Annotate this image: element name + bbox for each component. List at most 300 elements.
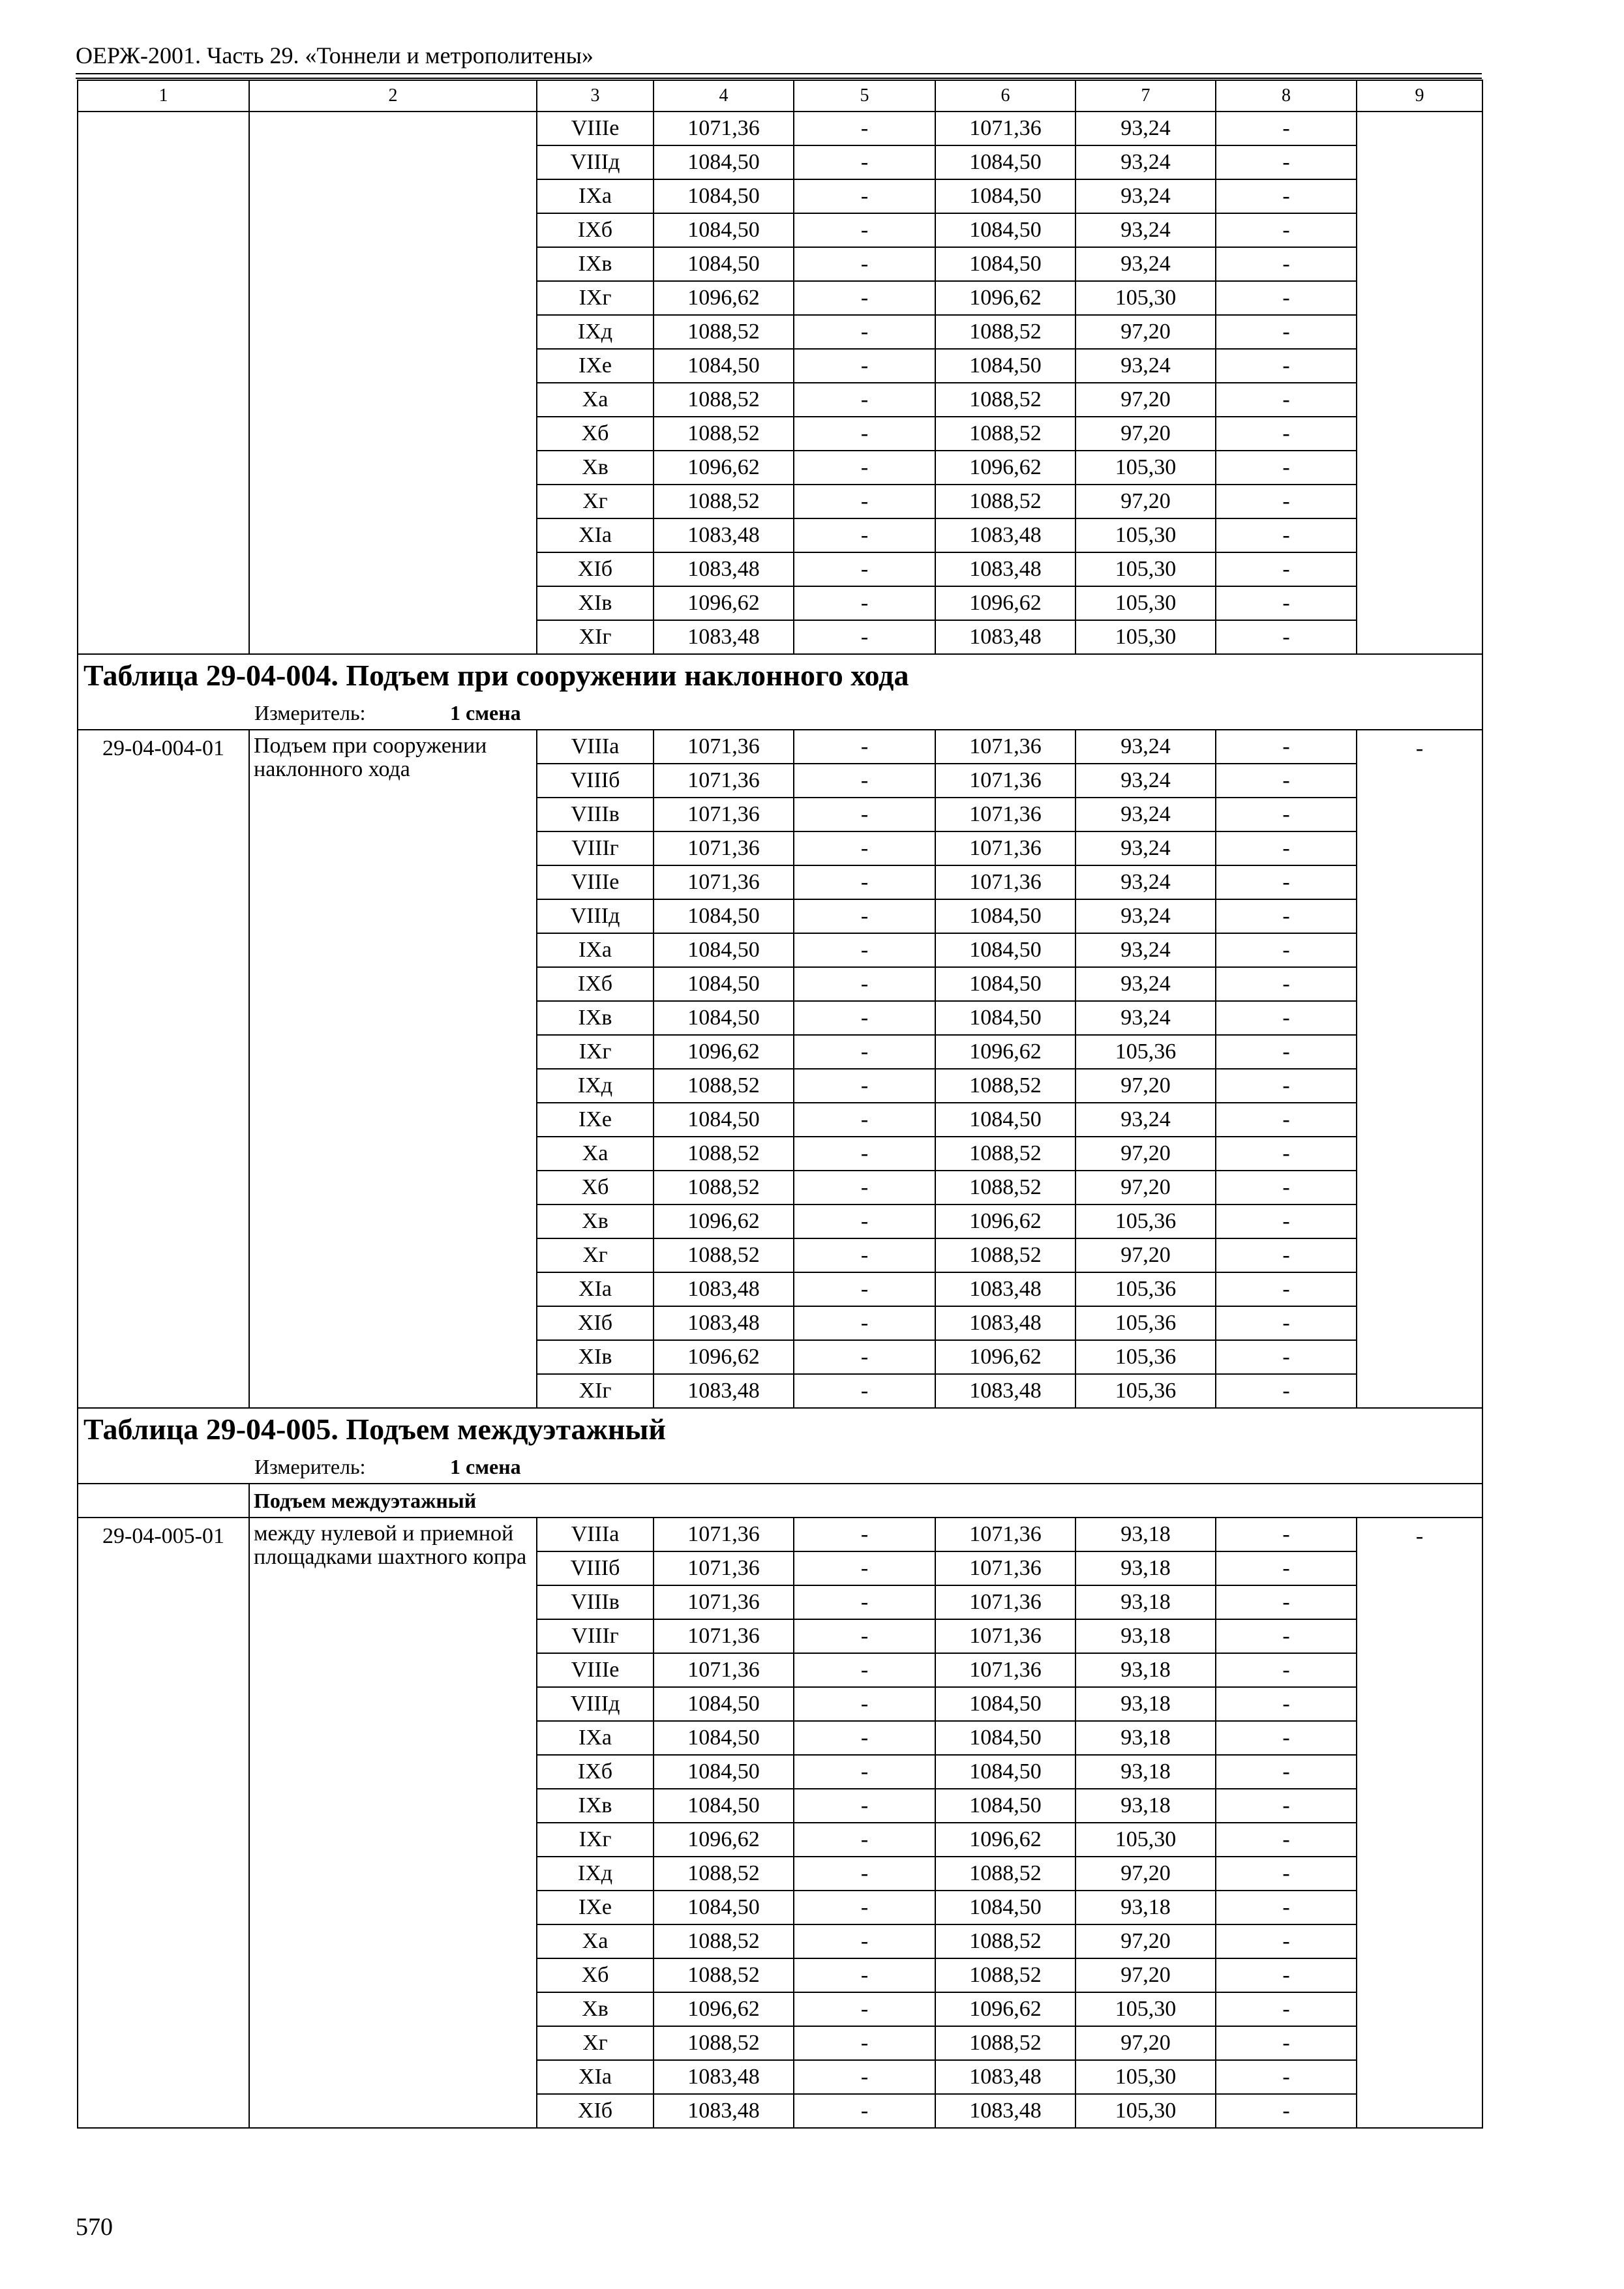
table-cell: Xб xyxy=(537,417,654,451)
table-cell: 1083,48 xyxy=(654,518,794,552)
table-cell: 105,36 xyxy=(1075,1340,1216,1374)
table-cell: 1071,36 xyxy=(935,831,1075,865)
table-cell: 1084,50 xyxy=(935,145,1075,179)
table-cell: VIIIе xyxy=(537,112,654,145)
table-cell: 105,30 xyxy=(1075,620,1216,654)
table-cell: - xyxy=(794,1924,935,1958)
table-cell: 1071,36 xyxy=(935,798,1075,831)
column-number: 5 xyxy=(794,80,935,112)
table-cell: 1071,36 xyxy=(935,730,1075,764)
table-cell: - xyxy=(794,485,935,518)
table-cell: IXа xyxy=(537,933,654,967)
table-cell: 1084,50 xyxy=(654,1755,794,1789)
table-cell: IXе xyxy=(537,1103,654,1137)
table-cell: 93,24 xyxy=(1075,798,1216,831)
table-cell: IXб xyxy=(537,213,654,247)
table-cell: 93,24 xyxy=(1075,764,1216,798)
page-header: ОЕРЖ-2001. Часть 29. «Тоннели и метрополитены» xyxy=(76,42,594,68)
table-cell: 93,24 xyxy=(1075,899,1216,933)
work-name: Подъем при сооружении наклонного хода xyxy=(249,730,537,1408)
table-cell: 1084,50 xyxy=(654,967,794,1001)
table-cell: 93,18 xyxy=(1075,1653,1216,1687)
table-cell: - xyxy=(794,417,935,451)
table-cell: - xyxy=(794,315,935,349)
column-number: 4 xyxy=(654,80,794,112)
column-number: 6 xyxy=(935,80,1075,112)
table-cell: 1071,36 xyxy=(654,1619,794,1653)
table-cell: - xyxy=(1216,865,1357,899)
table-cell: 105,30 xyxy=(1075,518,1216,552)
measure-value: 1 смена xyxy=(450,700,521,725)
table-cell: 1096,62 xyxy=(654,1992,794,2026)
column-9-value: - xyxy=(1357,730,1482,1408)
table-cell: 105,36 xyxy=(1075,1035,1216,1069)
table-cell: 1096,62 xyxy=(935,451,1075,485)
table-cell: 1084,50 xyxy=(935,213,1075,247)
table-cell: 105,30 xyxy=(1075,2094,1216,2128)
table-cell: 1083,48 xyxy=(935,1272,1075,1306)
table-cell: 93,24 xyxy=(1075,213,1216,247)
table-cell: 1088,52 xyxy=(654,1857,794,1891)
table-cell: - xyxy=(794,1171,935,1204)
table-cell: - xyxy=(794,179,935,213)
table-cell: 1088,52 xyxy=(935,315,1075,349)
table-title-row xyxy=(78,654,1482,696)
table-cell: 1088,52 xyxy=(935,383,1075,417)
table-cell: - xyxy=(1216,1958,1357,1992)
table-cell: 1088,52 xyxy=(654,1924,794,1958)
table-cell: VIIIг xyxy=(537,1619,654,1653)
table-cell: - xyxy=(794,1137,935,1171)
table-cell: 93,24 xyxy=(1075,730,1216,764)
table-cell: 1088,52 xyxy=(654,1137,794,1171)
table-cell: Xб xyxy=(537,1958,654,1992)
table-cell: 1088,52 xyxy=(935,2026,1075,2060)
table-cell: 1088,52 xyxy=(935,1069,1075,1103)
measure-cell xyxy=(78,1450,1482,1484)
table-cell: - xyxy=(1216,1823,1357,1857)
table-cell: Xг xyxy=(537,1238,654,1272)
table-cell: VIIIб xyxy=(537,764,654,798)
measure-cell xyxy=(78,696,1482,730)
column-9-value: - xyxy=(1357,1518,1482,2128)
table-cell: 93,24 xyxy=(1075,831,1216,865)
table-cell: - xyxy=(794,1585,935,1619)
table-row xyxy=(78,730,1482,764)
table-cell: - xyxy=(1216,1924,1357,1958)
table-cell: - xyxy=(1216,1103,1357,1137)
column-number: 2 xyxy=(249,80,537,112)
table-cell: - xyxy=(1216,2094,1357,2128)
table-cell: - xyxy=(794,1035,935,1069)
table-cell: 93,24 xyxy=(1075,1103,1216,1137)
table-cell: - xyxy=(794,383,935,417)
table-cell: 1088,52 xyxy=(935,1958,1075,1992)
table-cell: 1071,36 xyxy=(654,1585,794,1619)
table-cell: 1084,50 xyxy=(935,899,1075,933)
table-cell: 93,24 xyxy=(1075,865,1216,899)
table-cell: 1096,62 xyxy=(654,586,794,620)
table-cell: 1088,52 xyxy=(935,417,1075,451)
table-cell: - xyxy=(794,2026,935,2060)
rate-code: 29-04-005-01 xyxy=(78,1518,249,2128)
table-cell: IXд xyxy=(537,315,654,349)
table-cell: - xyxy=(794,2094,935,2128)
table-cell: XIг xyxy=(537,1374,654,1408)
table-cell: 1083,48 xyxy=(935,552,1075,586)
table-title: Таблица 29-04-005. Подъем междуэтажный xyxy=(78,1408,1482,1450)
table-cell: 1071,36 xyxy=(654,865,794,899)
table-cell: 1084,50 xyxy=(654,933,794,967)
table-cell: - xyxy=(794,730,935,764)
work-name: между нулевой и приемной площадками шахтного копра xyxy=(249,1518,537,2128)
table-cell: 97,20 xyxy=(1075,1924,1216,1958)
table-cell: - xyxy=(1216,1374,1357,1408)
table-cell: 105,36 xyxy=(1075,1306,1216,1340)
table-cell: 93,18 xyxy=(1075,1721,1216,1755)
table-cell: VIIIд xyxy=(537,899,654,933)
rate-code: 29-04-004-01 xyxy=(78,730,249,1408)
table-cell: - xyxy=(1216,1789,1357,1823)
table-cell: - xyxy=(794,831,935,865)
table-cell: 1088,52 xyxy=(654,315,794,349)
column-number: 9 xyxy=(1357,80,1482,112)
table-cell: IXг xyxy=(537,281,654,315)
table-cell: 1084,50 xyxy=(935,1103,1075,1137)
table-cell: Xа xyxy=(537,1924,654,1958)
table-cell: - xyxy=(1216,145,1357,179)
table-cell: 93,18 xyxy=(1075,1789,1216,1823)
table-cell: - xyxy=(1216,349,1357,383)
column-number: 3 xyxy=(537,80,654,112)
table-cell: 1071,36 xyxy=(654,831,794,865)
table-cell: 1084,50 xyxy=(935,179,1075,213)
table-cell: - xyxy=(1216,1721,1357,1755)
table-cell: - xyxy=(794,1001,935,1035)
table-cell: - xyxy=(1216,1857,1357,1891)
column-number-row xyxy=(78,80,1482,112)
table-cell: - xyxy=(1216,1992,1357,2026)
table-cell: - xyxy=(794,247,935,281)
table-cell: - xyxy=(794,620,935,654)
column-number: 1 xyxy=(78,80,249,112)
header-rule-double xyxy=(76,78,1482,79)
table-cell: 1083,48 xyxy=(935,2060,1075,2094)
table-cell: Xв xyxy=(537,1992,654,2026)
table-cell: IXг xyxy=(537,1035,654,1069)
table-cell: - xyxy=(794,586,935,620)
table-cell: 105,36 xyxy=(1075,1272,1216,1306)
table-cell: IXв xyxy=(537,247,654,281)
table-cell: 1088,52 xyxy=(654,1238,794,1272)
measure-value: 1 смена xyxy=(450,1454,521,1478)
table-cell: - xyxy=(794,349,935,383)
table-cell: 93,24 xyxy=(1075,179,1216,213)
table-cell: 1084,50 xyxy=(654,1687,794,1721)
table-cell: 97,20 xyxy=(1075,1857,1216,1891)
table-cell: - xyxy=(794,145,935,179)
table-row xyxy=(78,112,1482,145)
table-cell: XIб xyxy=(537,552,654,586)
table-cell: - xyxy=(1216,1171,1357,1204)
table-cell: 1084,50 xyxy=(654,899,794,933)
table-cell: VIIIб xyxy=(537,1551,654,1585)
table-cell: Xа xyxy=(537,383,654,417)
table-cell: 105,30 xyxy=(1075,451,1216,485)
table-cell: 1071,36 xyxy=(935,764,1075,798)
table-cell: VIIIд xyxy=(537,145,654,179)
table-cell: - xyxy=(1216,1585,1357,1619)
table-cell: - xyxy=(794,1069,935,1103)
column-number: 8 xyxy=(1216,80,1357,112)
table-cell: - xyxy=(794,213,935,247)
table-title-row xyxy=(78,1408,1482,1450)
table-cell: 1096,62 xyxy=(935,1992,1075,2026)
table-cell: - xyxy=(794,798,935,831)
table-cell: 97,20 xyxy=(1075,417,1216,451)
table-cell: XIв xyxy=(537,586,654,620)
table-cell: VIIIг xyxy=(537,831,654,865)
table-cell: XIа xyxy=(537,518,654,552)
table-cell: - xyxy=(794,552,935,586)
table-cell: - xyxy=(794,865,935,899)
table-cell: Xв xyxy=(537,1204,654,1238)
table-cell: 1084,50 xyxy=(654,1001,794,1035)
table-cell: 1084,50 xyxy=(935,1687,1075,1721)
rates-table xyxy=(77,80,1483,2129)
table-cell: - xyxy=(1216,1001,1357,1035)
table-cell: 1084,50 xyxy=(935,1789,1075,1823)
table-cell: 93,18 xyxy=(1075,1619,1216,1653)
table-cell: 1088,52 xyxy=(654,1958,794,1992)
subheading-row xyxy=(78,1484,1482,1518)
table-cell: 1071,36 xyxy=(935,1619,1075,1653)
table-cell: 93,24 xyxy=(1075,112,1216,145)
table-cell: 1084,50 xyxy=(935,1001,1075,1035)
table-cell: 105,36 xyxy=(1075,1204,1216,1238)
table-cell: - xyxy=(794,1551,935,1585)
table-cell: 1096,62 xyxy=(935,1823,1075,1857)
table-cell: - xyxy=(1216,798,1357,831)
table-cell: - xyxy=(1216,179,1357,213)
table-cell: 1071,36 xyxy=(654,798,794,831)
table-cell: - xyxy=(1216,1272,1357,1306)
table-cell: 1083,48 xyxy=(654,552,794,586)
table-cell: 105,30 xyxy=(1075,586,1216,620)
table-cell: - xyxy=(1216,1891,1357,1924)
table-cell: - xyxy=(794,281,935,315)
table-cell: 1071,36 xyxy=(654,1551,794,1585)
table-cell: IXб xyxy=(537,1755,654,1789)
table-cell: 1083,48 xyxy=(935,1374,1075,1408)
table-cell: 1083,48 xyxy=(654,1374,794,1408)
measure-label: Измеритель: xyxy=(254,1454,366,1478)
table-cell: 1071,36 xyxy=(654,1653,794,1687)
table-cell: - xyxy=(794,967,935,1001)
table-cell: IXе xyxy=(537,349,654,383)
table-cell: - xyxy=(794,1721,935,1755)
rate-code xyxy=(78,112,249,654)
table-cell: 1088,52 xyxy=(654,417,794,451)
table-cell: 1084,50 xyxy=(935,247,1075,281)
table-cell: 93,24 xyxy=(1075,967,1216,1001)
table-row xyxy=(78,1518,1482,1551)
table-cell: - xyxy=(1216,1551,1357,1585)
table-cell: 1083,48 xyxy=(935,2094,1075,2128)
table-cell: 1084,50 xyxy=(935,1891,1075,1924)
table-cell: 1096,62 xyxy=(935,1340,1075,1374)
table-cell: 1083,48 xyxy=(654,1306,794,1340)
table-cell: - xyxy=(1216,586,1357,620)
table-cell: - xyxy=(1216,1619,1357,1653)
table-cell: - xyxy=(1216,1204,1357,1238)
table-cell: 93,18 xyxy=(1075,1518,1216,1551)
table-cell: 97,20 xyxy=(1075,485,1216,518)
table-cell: 105,30 xyxy=(1075,2060,1216,2094)
table-cell: - xyxy=(794,1755,935,1789)
table-cell: 97,20 xyxy=(1075,2026,1216,2060)
table-cell: 1088,52 xyxy=(935,1137,1075,1171)
table-cell: - xyxy=(794,1619,935,1653)
table-cell: 1071,36 xyxy=(935,1551,1075,1585)
measure-row xyxy=(78,696,1482,730)
table-cell: - xyxy=(1216,1653,1357,1687)
table-cell: VIIIа xyxy=(537,730,654,764)
table-cell: 1084,50 xyxy=(654,1891,794,1924)
table-cell: 1071,36 xyxy=(654,764,794,798)
subheading: Подъем междуэтажный xyxy=(249,1484,1482,1518)
table-cell: 1084,50 xyxy=(654,1789,794,1823)
work-name xyxy=(249,112,537,654)
table-cell: 1083,48 xyxy=(654,1272,794,1306)
table-cell: - xyxy=(794,1374,935,1408)
table-cell: 105,36 xyxy=(1075,1374,1216,1408)
table-cell: 1084,50 xyxy=(654,247,794,281)
table-cell: 1083,48 xyxy=(935,620,1075,654)
table-cell: 1096,62 xyxy=(654,1035,794,1069)
table-cell: XIв xyxy=(537,1340,654,1374)
table-cell: XIб xyxy=(537,2094,654,2128)
table-cell: - xyxy=(1216,1340,1357,1374)
table-cell: Xа xyxy=(537,1137,654,1171)
table-cell: 1083,48 xyxy=(654,2094,794,2128)
table-cell: 1084,50 xyxy=(654,213,794,247)
table-cell: IXв xyxy=(537,1789,654,1823)
table-cell: 93,18 xyxy=(1075,1551,1216,1585)
table-cell: 97,20 xyxy=(1075,1171,1216,1204)
table-cell: - xyxy=(1216,315,1357,349)
table-cell: 1096,62 xyxy=(935,281,1075,315)
table-cell: - xyxy=(1216,451,1357,485)
table-cell: 93,24 xyxy=(1075,1001,1216,1035)
table-cell: - xyxy=(1216,417,1357,451)
table-cell: 1096,62 xyxy=(654,451,794,485)
table-cell: - xyxy=(794,1340,935,1374)
table-cell: 1088,52 xyxy=(654,1171,794,1204)
table-cell: 1071,36 xyxy=(654,1518,794,1551)
table-cell: Xб xyxy=(537,1171,654,1204)
table-cell: - xyxy=(1216,1687,1357,1721)
table-cell: - xyxy=(794,1857,935,1891)
table-cell: 93,18 xyxy=(1075,1755,1216,1789)
table-cell: - xyxy=(1216,933,1357,967)
table-cell: 1096,62 xyxy=(935,1035,1075,1069)
table-cell: - xyxy=(1216,1035,1357,1069)
table-cell: - xyxy=(1216,899,1357,933)
table-cell: 105,30 xyxy=(1075,1992,1216,2026)
table-cell: - xyxy=(1216,383,1357,417)
table-cell: - xyxy=(794,764,935,798)
table-cell: - xyxy=(1216,1755,1357,1789)
table-cell: IXе xyxy=(537,1891,654,1924)
table-cell: Xв xyxy=(537,451,654,485)
table-cell: 1088,52 xyxy=(935,485,1075,518)
table-cell: - xyxy=(794,1789,935,1823)
table-cell: 97,20 xyxy=(1075,383,1216,417)
subheading-spacer xyxy=(78,1484,249,1518)
table-cell: VIIIа xyxy=(537,1518,654,1551)
table-cell: - xyxy=(1216,2026,1357,2060)
table-cell: 97,20 xyxy=(1075,315,1216,349)
table-cell: 97,20 xyxy=(1075,1069,1216,1103)
column-number: 7 xyxy=(1075,80,1216,112)
table-cell: 1088,52 xyxy=(935,1924,1075,1958)
table-cell: 97,20 xyxy=(1075,1958,1216,1992)
measure-label: Измеритель: xyxy=(254,700,366,725)
table-cell: 1096,62 xyxy=(654,281,794,315)
table-cell: IXа xyxy=(537,1721,654,1755)
table-cell: 1096,62 xyxy=(654,1204,794,1238)
table-cell: - xyxy=(1216,1238,1357,1272)
table-cell: 105,30 xyxy=(1075,1823,1216,1857)
measure-row xyxy=(78,1450,1482,1484)
table-cell: 1096,62 xyxy=(935,586,1075,620)
page-number: 570 xyxy=(76,2213,113,2241)
table-cell: 1088,52 xyxy=(935,1857,1075,1891)
table-cell: 1071,36 xyxy=(935,112,1075,145)
table-cell: 1083,48 xyxy=(935,518,1075,552)
table-cell: - xyxy=(794,899,935,933)
table-cell: 93,18 xyxy=(1075,1687,1216,1721)
table-cell: - xyxy=(1216,730,1357,764)
table-cell: - xyxy=(1216,1137,1357,1171)
table-cell: 97,20 xyxy=(1075,1238,1216,1272)
table-cell: 93,18 xyxy=(1075,1891,1216,1924)
table-cell: XIг xyxy=(537,620,654,654)
table-cell: VIIIв xyxy=(537,1585,654,1619)
table-cell: 1084,50 xyxy=(935,967,1075,1001)
table-cell: XIа xyxy=(537,2060,654,2094)
table-cell: IXа xyxy=(537,179,654,213)
table-cell: 1088,52 xyxy=(654,1069,794,1103)
table-cell: 1088,52 xyxy=(654,485,794,518)
table-cell: - xyxy=(1216,485,1357,518)
table-cell: - xyxy=(1216,518,1357,552)
table-cell: IXд xyxy=(537,1069,654,1103)
table-cell: 1096,62 xyxy=(654,1340,794,1374)
table-cell: 1071,36 xyxy=(654,730,794,764)
table-cell: 1088,52 xyxy=(654,383,794,417)
table-cell: - xyxy=(794,1653,935,1687)
table-cell: - xyxy=(794,1958,935,1992)
table-cell: IXб xyxy=(537,967,654,1001)
table-cell: 1071,36 xyxy=(935,1518,1075,1551)
header-rule xyxy=(76,73,1482,74)
table-cell: - xyxy=(1216,1069,1357,1103)
table-cell: 1071,36 xyxy=(935,865,1075,899)
table-cell: - xyxy=(1216,281,1357,315)
table-cell: 105,30 xyxy=(1075,281,1216,315)
